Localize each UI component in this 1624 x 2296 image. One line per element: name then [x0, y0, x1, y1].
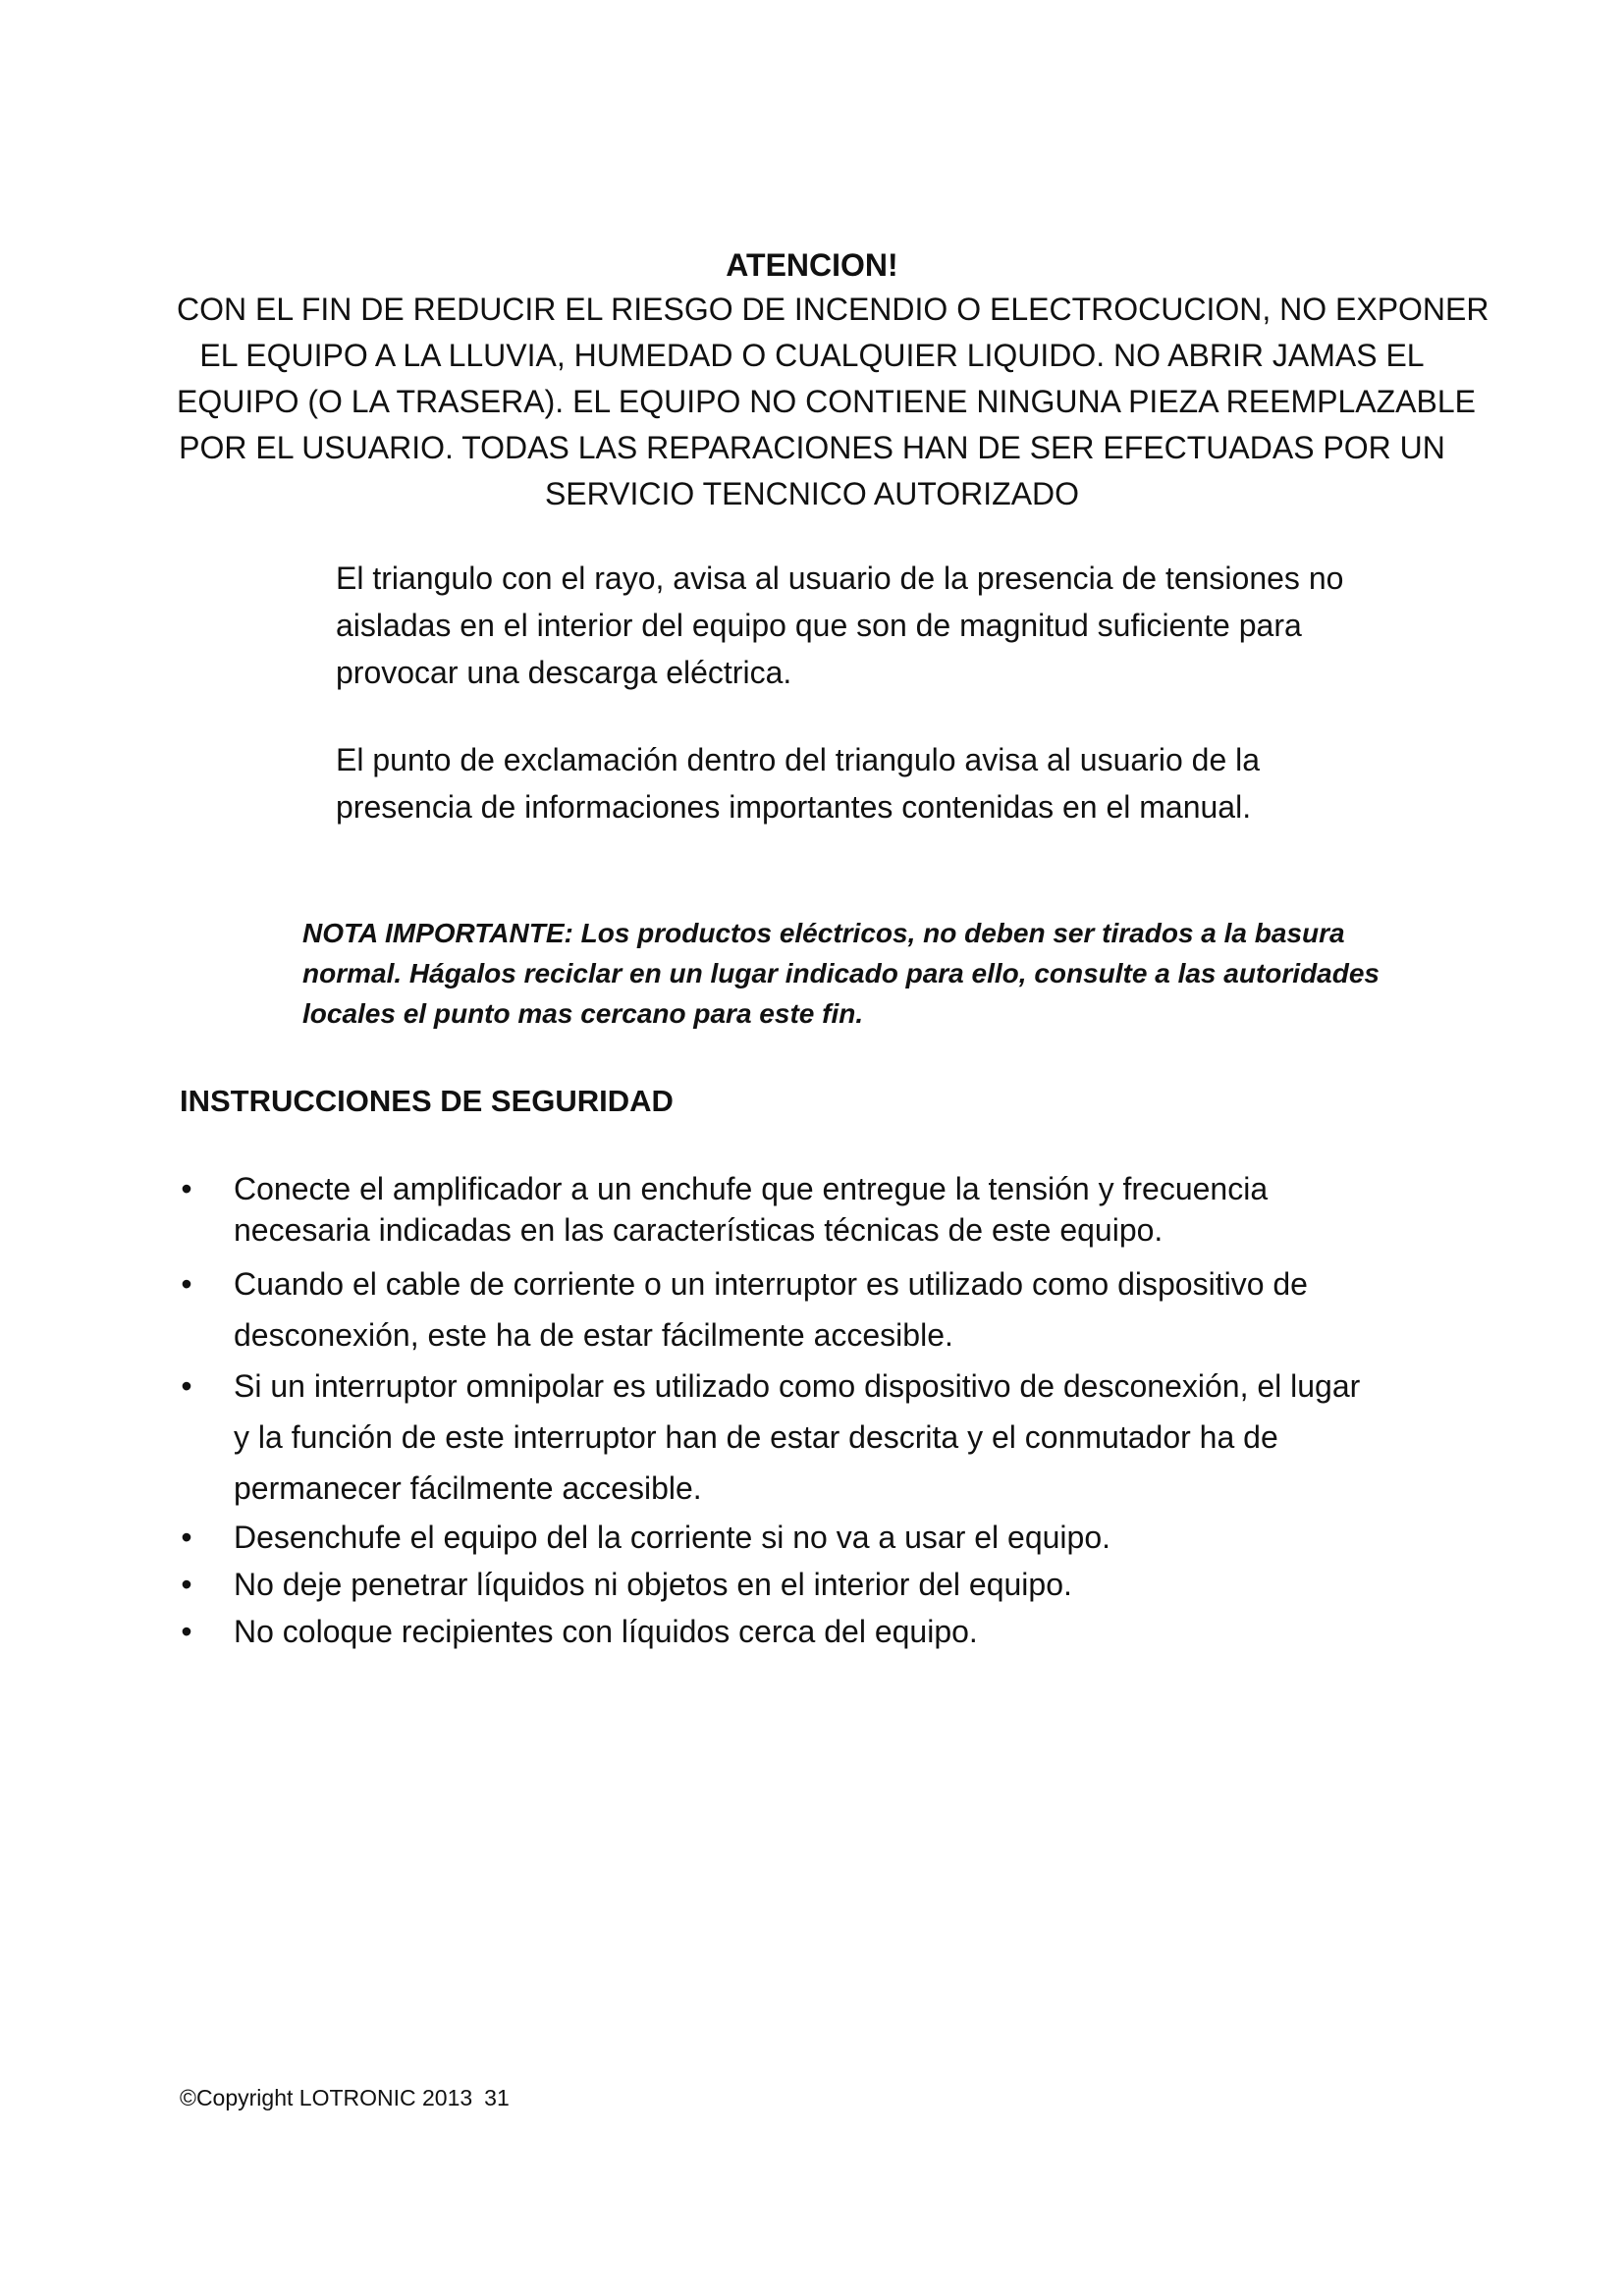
list-item-line: necesaria indicadas en las características técnicas de este equipo. [234, 1212, 1164, 1248]
paragraph-line: provocar una descarga eléctrica. [336, 655, 792, 690]
paragraph-line: presencia de informaciones importantes contenidas en el manual. [336, 789, 1252, 825]
list-item [180, 1361, 1456, 1514]
list-item [180, 1608, 1456, 1655]
paragraph-line: El punto de exclamación dentro del triangulo avisa al usuario de la [336, 742, 1261, 777]
list-item-line: desconexión, este ha de estar fácilmente accesible. [234, 1317, 953, 1353]
list-item [180, 1561, 1456, 1608]
list-item-line: No coloque recipientes con líquidos cerca del equipo. [234, 1614, 978, 1649]
list-item-line: Cuando el cable de corriente o un interruptor es utilizado como dispositivo de [234, 1266, 1308, 1302]
list-item [180, 1258, 1456, 1361]
note-line: normal. Hágalos reciclar en un lugar indicado para ello, consulte a las autoridades [302, 958, 1380, 988]
list-item-line: permanecer fácilmente accesible. [234, 1470, 702, 1506]
bullet-icon: • [181, 1266, 192, 1302]
bullet-icon: • [181, 1171, 192, 1206]
list-item-line: Si un interruptor omnipolar es utilizado como dispositivo de desconexión, el lugar [234, 1368, 1361, 1404]
warning-line: EL EQUIPO A LA LLUVIA, HUMEDAD O CUALQUIER LIQUIDO. NO ABRIR JAMAS EL [199, 338, 1425, 373]
list-item-line: Desenchufe el equipo del la corriente si no va a usar el equipo. [234, 1520, 1111, 1555]
list-item-line: y la función de este interruptor han de estar descrita y el conmutador ha de [234, 1419, 1278, 1455]
warning-line: CON EL FIN DE REDUCIR EL RIESGO DE INCENDIO O ELECTROCUCION, NO EXPONER [177, 292, 1489, 327]
warning-line: POR EL USUARIO. TODAS LAS REPARACIONES HAN DE SER EFECTUADAS POR UN [179, 430, 1445, 465]
note-line: NOTA IMPORTANTE: Los productos eléctricos, no deben ser tirados a la basura [302, 918, 1345, 948]
list-item-line: No deje penetrar líquidos ni objetos en el interior del equipo. [234, 1567, 1072, 1602]
important-note [302, 913, 1461, 1034]
warning-line: EQUIPO (O LA TRASERA). EL EQUIPO NO CONTIENE NINGUNA PIEZA REEMPLAZABLE [177, 384, 1476, 419]
warning-block [177, 243, 1489, 517]
list-item [180, 1514, 1456, 1561]
list-item-line: Conecte el amplificador a un enchufe que entregue la tensión y frecuencia [234, 1171, 1269, 1206]
bullet-icon: • [181, 1520, 192, 1555]
page-number: 31 [484, 2085, 510, 2110]
paragraph-line: El triangulo con el rayo, avisa al usuario de la presencia de tensiones no [336, 561, 1344, 596]
lightning-symbol-explanation [336, 555, 1455, 696]
note-line: locales el punto mas cercano para este fin. [302, 998, 864, 1029]
safety-instructions-list [180, 1168, 1456, 1655]
paragraph-line: aisladas en el interior del equipo que son de magnitud suficiente para [336, 608, 1302, 643]
bullet-icon: • [181, 1368, 192, 1404]
warning-title: ATENCION! [726, 247, 898, 283]
safety-heading: INSTRUCCIONES DE SEGURIDAD [180, 1084, 674, 1118]
bullet-icon: • [181, 1614, 192, 1649]
exclamation-symbol-explanation [336, 736, 1455, 830]
copyright-text: ©Copyright LOTRONIC 2013 [180, 2085, 473, 2110]
warning-line: SERVICIO TENCNICO AUTORIZADO [544, 476, 1080, 511]
list-item [180, 1168, 1456, 1251]
bullet-icon: • [181, 1567, 192, 1602]
page-footer [180, 2083, 510, 2112]
